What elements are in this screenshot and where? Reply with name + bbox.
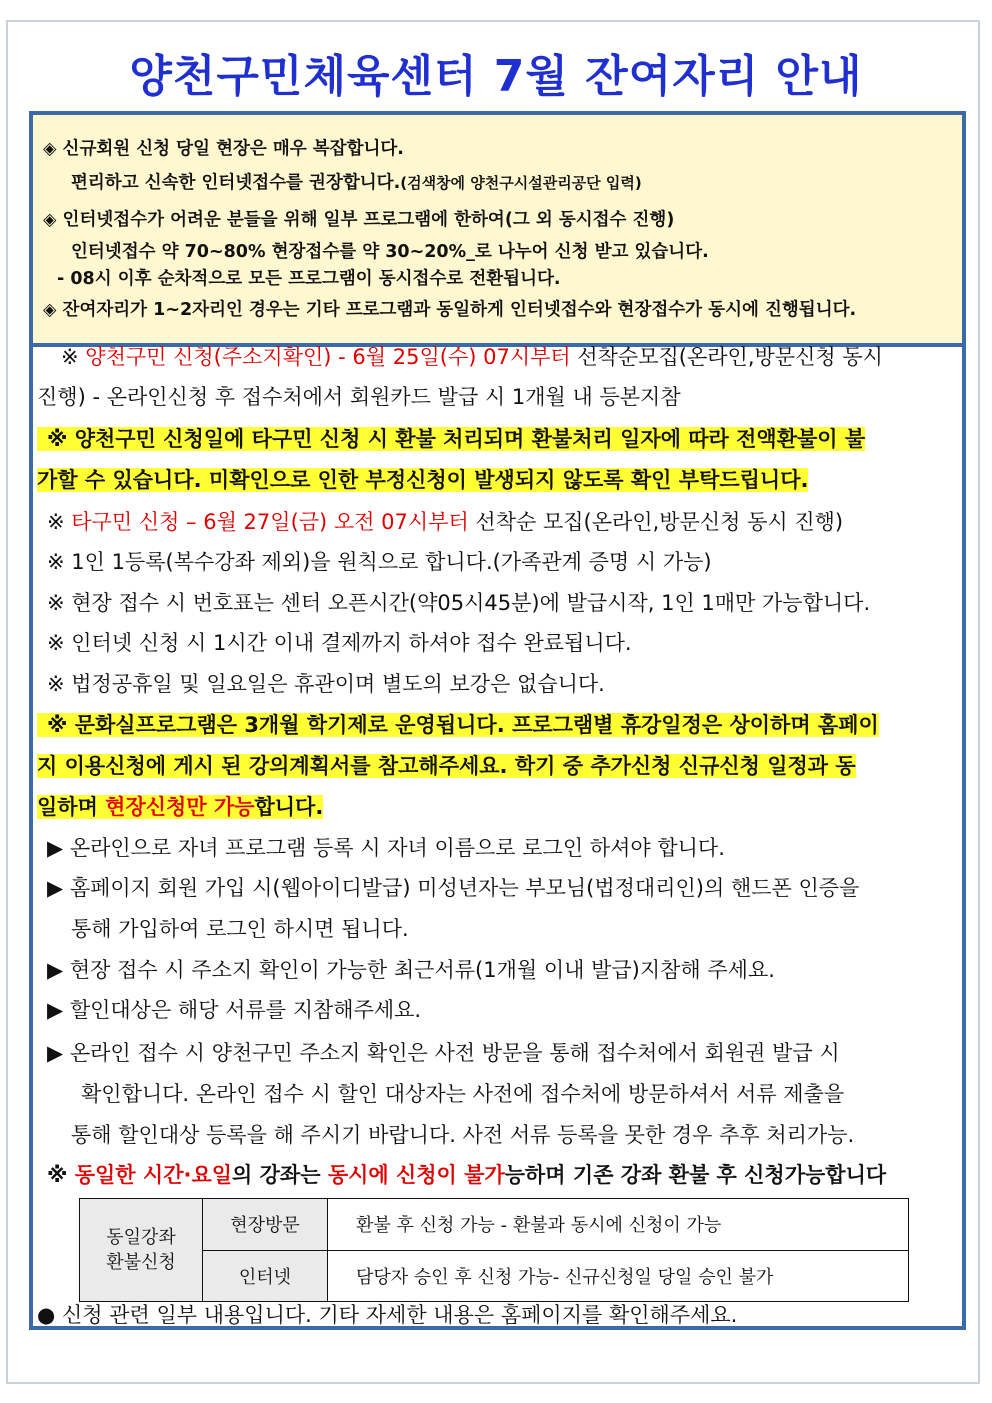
info-row-5: ※ 타구민 신청 – 6월 27일(금) 오전 07시부터 선착순 모집(온라인,방문신청 동시 진행) — [47, 510, 844, 534]
refund-table-header: 동일강좌 환불신청 — [80, 1199, 203, 1302]
refund-table-internet-text: 담당자 승인 후 신청 가능- 신규신청일 당일 승인 불가 — [328, 1250, 909, 1302]
notice-line-2: 편리하고 신속한 인터넷접수를 권장합니다.(검색창에 양천구시설관리공단 입력) — [71, 173, 642, 193]
info-row-10: ※ 문화실프로그램은 3개월 학기제로 운영됩니다. 프로그램별 휴강일정은 상이하며 홈페이 — [37, 710, 879, 740]
info-row-13: ▶ 온라인으로 자녀 프로그램 등록 시 자녀 이름으로 로그인 하셔야 합니다. — [47, 836, 725, 860]
notice-line-3: ◈ 인터넷접수가 어려운 분들을 위해 일부 프로그램에 한하여(그 외 동시접수 진행) — [43, 210, 675, 230]
info-row-8: ※ 인터넷 신청 시 1시간 이내 결제까지 하셔야 접수 완료됩니다. — [47, 631, 632, 655]
info-row-18: ▶ 온라인 접수 시 양천구민 주소지 확인은 사전 방문을 통해 접수처에서 회원권 발급 시 — [47, 1041, 840, 1065]
notice-line-6: ◈ 잔여자리가 1~2자리인 경우는 기타 프로그램과 동일하게 인터넷접수와 현장접수가 동시에 진행됩니다. — [43, 300, 857, 320]
info-row-21: ※ 동일한 시간·요일의 강좌는 동시에 신청이 불가능하며 기존 강좌 환불 후 신청가능합니다 — [47, 1163, 887, 1187]
info-row-2: 진행) - 온라인신청 후 접수처에서 회원카드 발급 시 1개월 내 등본지참 — [37, 385, 681, 409]
notice-line-5: - 08시 이후 순차적으로 모든 프로그램이 동시접수로 전환됩니다. — [57, 269, 561, 289]
info-row-3: ※ 양천구민 신청일에 타구민 신청 시 환불 처리되며 환불처리 일자에 따라 전액환불이 불 — [37, 424, 865, 454]
info-row-11: 지 이용신청에 게시 된 강의계획서를 참고해주세요. 학기 중 추가신청 신규신청 일정과 동 — [37, 754, 856, 778]
refund-table-visit-label: 현장방문 — [203, 1199, 328, 1251]
info-row-19: 확인합니다. 온라인 접수 시 할인 대상자는 사전에 접수처에 방문하셔서 서류 제출을 — [81, 1082, 845, 1106]
page-title: 양천구민체육센터 7월 잔여자리 안내 — [129, 51, 863, 102]
notice-line-1: ◈ 신규회원 신청 당일 현장은 매우 복잡합니다. — [43, 139, 404, 159]
info-row-14: ▶ 홈페이지 회원 가입 시(웹아이디발급) 미성년자는 부모님(법정대리인)의 핸드폰 인증을 — [47, 876, 860, 900]
footer-note: ● 신청 관련 일부 내용입니다. 기타 자세한 내용은 홈페이지를 확인해주세요. — [37, 1303, 738, 1327]
info-row-17: ▶ 할인대상은 해당 서류를 지참해주세요. — [47, 998, 422, 1022]
info-row-9: ※ 법정공휴일 및 일요일은 휴관이며 별도의 보강은 없습니다. — [47, 672, 605, 696]
info-row-16: ▶ 현장 접수 시 주소지 확인이 가능한 최근서류(1개월 이내 발급)지참해 주세요. — [47, 958, 775, 982]
info-row-20: 통해 할인대상 등록을 해 주시기 바랍니다. 사전 서류 등록을 못한 경우 추후 처리가능. — [71, 1123, 855, 1147]
info-row-6: ※ 1인 1등록(복수강좌 제외)을 원칙으로 합니다.(가족관계 증명 시 가능) — [47, 550, 712, 574]
refund-table-internet-label: 인터넷 — [203, 1250, 328, 1302]
info-row-7: ※ 현장 접수 시 번호표는 센터 오픈시간(약05시45분)에 발급시작, 1인 1매만 가능합니다. — [47, 591, 871, 615]
info-row-1: ※ 양천구민 신청(주소지확인) - 6월 25일(수) 07시부터 선착순모집(온라인,방문신청 동시 — [61, 345, 883, 369]
info-row-12: 일하며 현장신청만 가능합니다. — [37, 795, 324, 819]
refund-table — [79, 1198, 909, 1302]
notice-line-4: 인터넷접수 약 70~80% 현장접수를 약 30~20%_로 나누어 신청 받고 있습니다. — [71, 242, 709, 262]
info-row-4: 가할 수 있습니다. 미확인으로 인한 부정신청이 발생되지 않도록 확인 부탁드립니다. — [37, 468, 809, 492]
info-row-15: 통해 가입하여 로그인 하시면 됩니다. — [71, 917, 409, 941]
refund-table-visit-text: 환불 후 신청 가능 - 환불과 동시에 신청이 가능 — [328, 1199, 909, 1251]
notice-box — [33, 115, 962, 347]
